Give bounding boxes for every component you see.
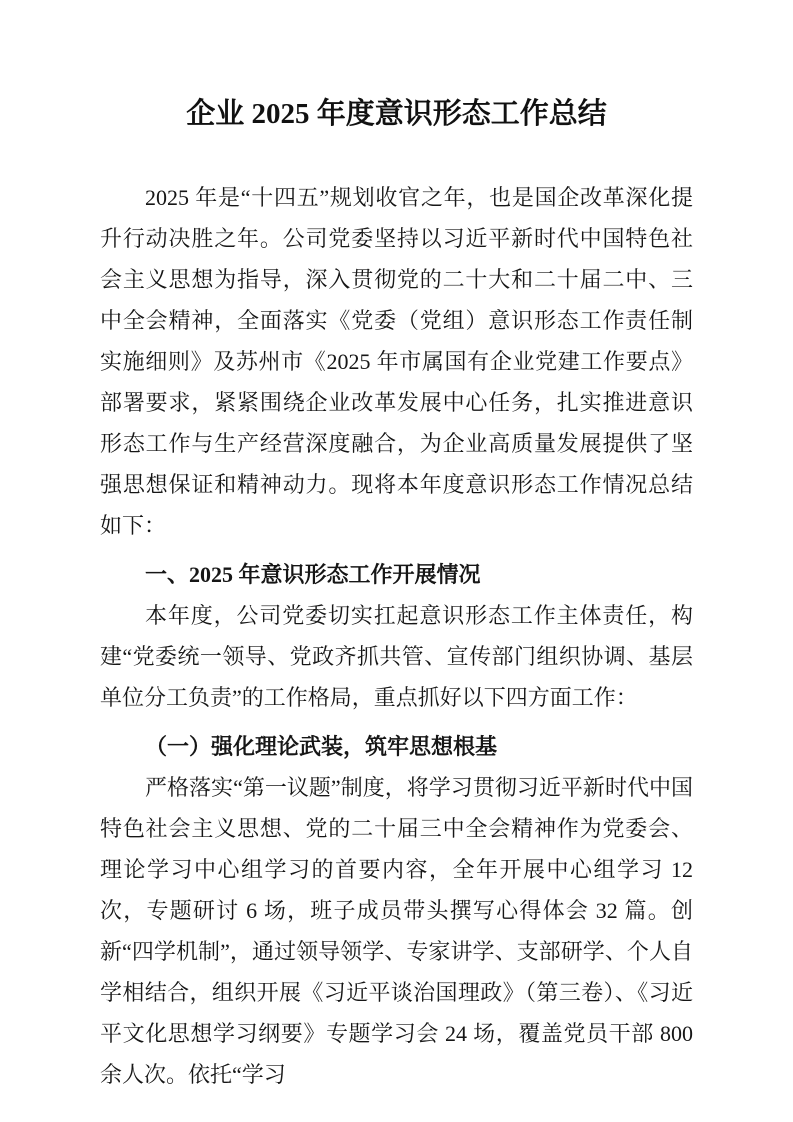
section-heading-1: 一、2025 年意识形态工作开展情况 bbox=[145, 562, 481, 587]
subsection-heading-1-1: （一）强化理论武装，筑牢思想根基 bbox=[145, 734, 498, 759]
paragraph-introduction: 2025 年是“十四五”规划收官之年，也是国企改革深化提升行动决胜之年。公司党委坚持以习近平新时代中国特色社会主义思想为指导，深入贯彻党的二十大和二十届二中、三中全会精神，全面落实《党委（党组）意识形态工作责任制实施细则》及苏州市《2025 年市属国有企业党建工作要点》部署要求，紧紧围绕企业改革发展中心任务，扎实推进意识形态工作与生产经营深度融合，为企业高质量发展提供了坚强思想保证和精神动力。现将本年度意识形态工作情况总结如下： bbox=[100, 185, 693, 538]
paragraph-section1-overview: 本年度，公司党委切实扛起意识形态工作主体责任，构建“党委统一领导、党政齐抓共管、宣传部门组织协调、基层单位分工负责”的工作格局，重点抓好以下四方面工作： bbox=[100, 603, 693, 710]
document-title: 企业 2025 年度意识形态工作总结 bbox=[186, 98, 607, 130]
paragraph-theory-building: 严格落实“第一议题”制度，将学习贯彻习近平新时代中国特色社会主义思想、党的二十届三中全会精神作为党委会、理论学习中心组学习的首要内容，全年开展中心组学习 12 次，专题研讨 6 场，班子成员带头撰写心得体会 32 篇。创新“四学机制”，通过领导领学、专家讲学、支部研学、个人自学相结合，组织开展《习近平谈治国理政》（第三卷）、《习近平文化思想学习纲要》专题学习会 24 场，覆盖党员干部 800 余人次。依托“学习 bbox=[100, 775, 694, 1087]
